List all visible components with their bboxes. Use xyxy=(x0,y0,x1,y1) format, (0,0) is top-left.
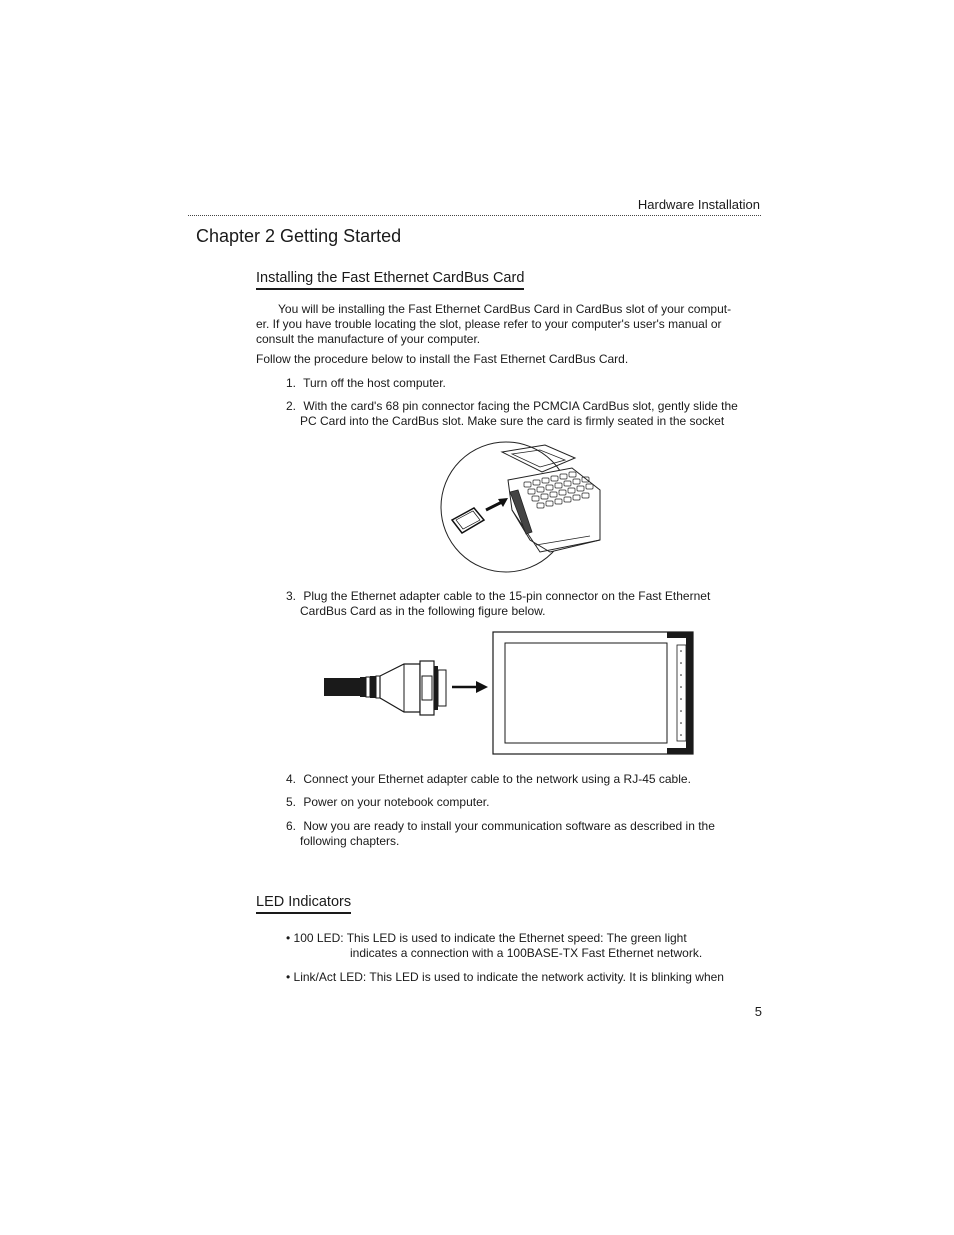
bullet-marker: • xyxy=(286,970,291,984)
step-4 xyxy=(286,772,761,787)
procedure-lead: Follow the procedure below to install the Fast Ethernet CardBus Card. xyxy=(256,352,629,366)
led-bullet-100 xyxy=(286,931,761,961)
intro-paragraph xyxy=(256,302,761,347)
bullet-text: Link/Act LED: This LED is used to indicate the network activity. It is blinking when xyxy=(293,970,724,984)
step-text-cont: PC Card into the CardBus slot. Make sure the card is firmly seated in the socket xyxy=(300,414,725,428)
step-number: 2. xyxy=(286,399,297,413)
led-bullet-link-act xyxy=(286,970,761,985)
step-text-cont: following chapters. xyxy=(300,834,400,848)
connector-15pin xyxy=(380,664,420,712)
step-text: Turn off the host computer. xyxy=(303,376,446,390)
step-number: 1. xyxy=(286,376,297,390)
step-number: 4. xyxy=(286,772,297,786)
cable xyxy=(324,678,360,696)
chapter-title: Chapter 2 Getting Started xyxy=(196,226,402,246)
bullet-text-cont: indicates a connection with a 100BASE-TX Fast Ethernet network. xyxy=(350,946,703,960)
laptop-screen xyxy=(502,445,575,472)
cardbus-card xyxy=(493,632,693,754)
running-head: Hardware Installation xyxy=(637,197,760,212)
header-rule xyxy=(188,215,761,216)
notebook-card-insertion-illustration xyxy=(440,440,600,576)
step-5 xyxy=(286,795,761,810)
intro-line: You will be installing the Fast Ethernet CardBus Card in CardBus slot of your comput- xyxy=(278,302,732,316)
intro-line: consult the manufacture of your computer. xyxy=(256,332,481,346)
step-text-cont: CardBus Card as in the following figure below. xyxy=(300,604,546,618)
step-1 xyxy=(286,376,761,391)
step-text: Now you are ready to install your communication software as described in the xyxy=(303,819,715,833)
bullet-text: 100 LED: This LED is used to indicate the Ethernet speed: The green light xyxy=(293,931,687,945)
step-text: Plug the Ethernet adapter cable to the 15-pin connector on the Fast Ethernet xyxy=(303,589,711,603)
step-text: Connect your Ethernet adapter cable to the network using a RJ-45 cable. xyxy=(303,772,691,786)
section-title-led: LED Indicators xyxy=(256,894,351,914)
step-number: 5. xyxy=(286,795,297,809)
bullet-marker: • xyxy=(286,931,291,945)
step-3 xyxy=(286,589,761,619)
page-number: 5 xyxy=(754,1004,762,1019)
step-text: With the card's 68 pin connector facing the PCMCIA CardBus slot, gently slide the xyxy=(303,399,738,413)
section-title-installing: Installing the Fast Ethernet CardBus Card xyxy=(256,270,524,290)
cable-connection-illustration xyxy=(322,630,694,756)
step-2 xyxy=(286,399,761,429)
step-6 xyxy=(286,819,761,849)
step-number: 3. xyxy=(286,589,297,603)
step-text: Power on your notebook computer. xyxy=(303,795,490,809)
intro-line: er. If you have trouble locating the slot, please refer to your computer's user's manual or xyxy=(256,317,722,331)
step-number: 6. xyxy=(286,819,297,833)
